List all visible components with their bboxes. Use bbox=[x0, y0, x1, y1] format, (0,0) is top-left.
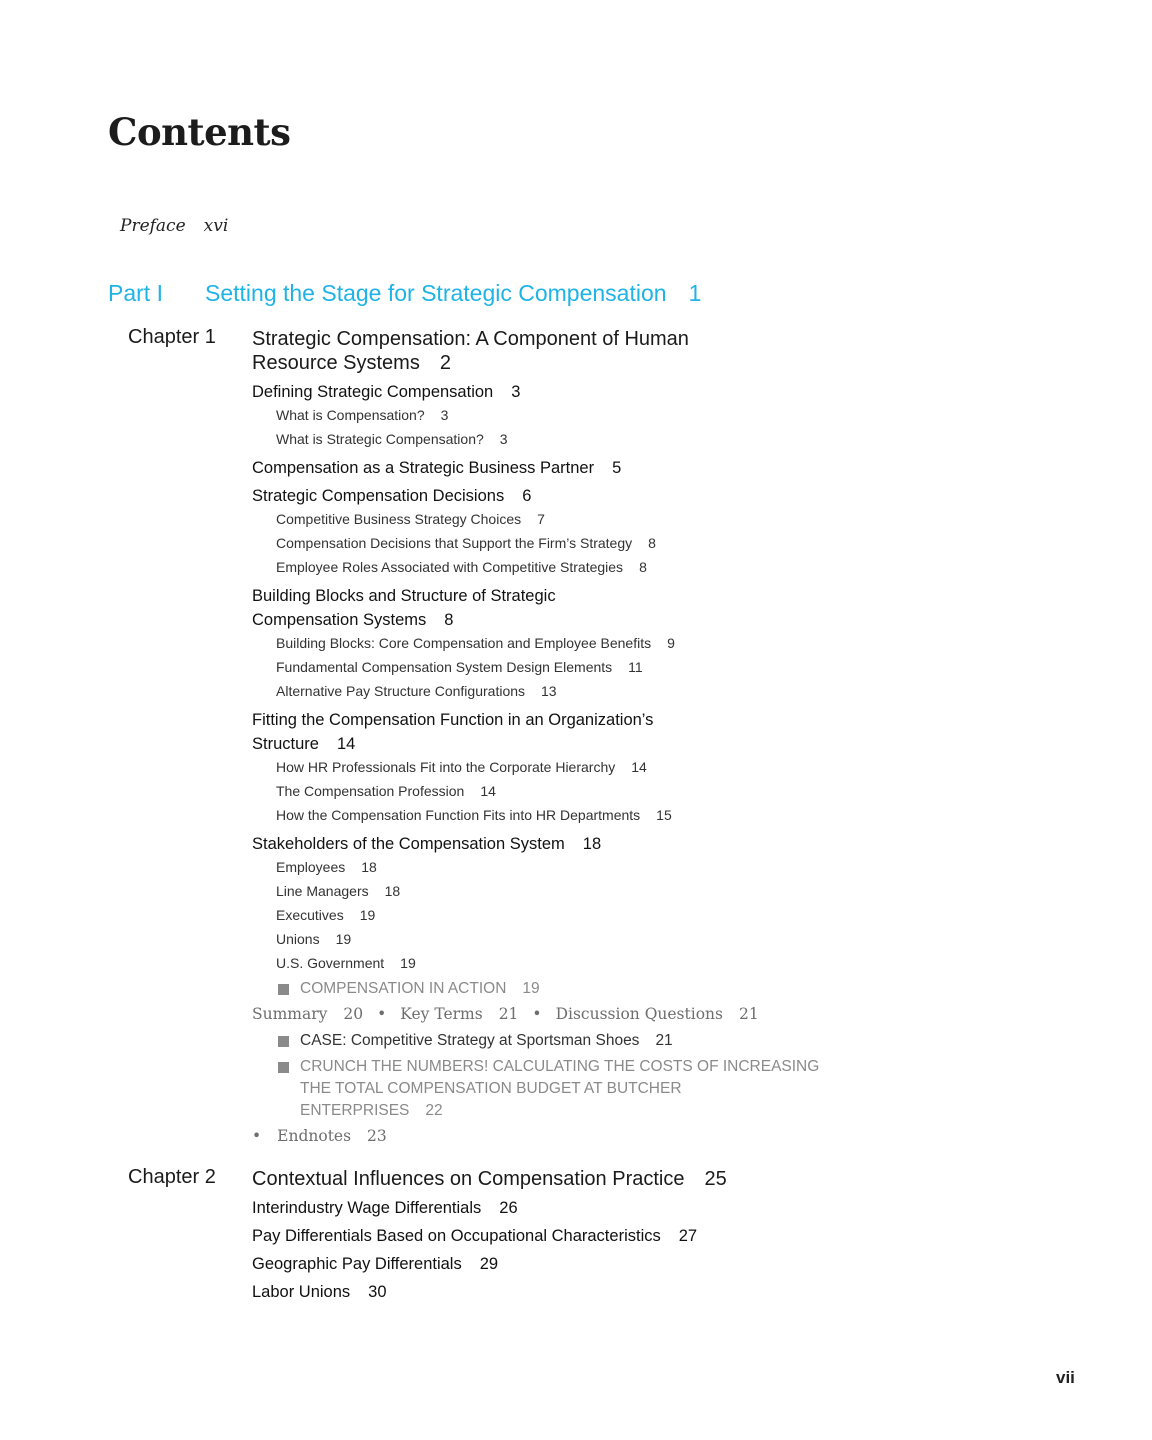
bullet-icon: • bbox=[252, 1127, 262, 1145]
square-bullet-icon bbox=[278, 1062, 289, 1073]
page-title: Contents bbox=[108, 110, 291, 154]
page-number: 3 bbox=[511, 383, 521, 401]
toc-subsection[interactable] bbox=[276, 955, 416, 971]
subsection-title: What is Strategic Compensation? bbox=[276, 431, 484, 447]
end-item-title[interactable]: Discussion Questions bbox=[555, 1005, 723, 1023]
toc-subsection[interactable] bbox=[276, 511, 545, 527]
end-item-title: Endnotes bbox=[277, 1127, 352, 1145]
page-number: 23 bbox=[367, 1127, 387, 1145]
toc-subsection[interactable] bbox=[276, 807, 672, 823]
toc-section[interactable] bbox=[252, 584, 556, 632]
toc-subsection[interactable] bbox=[276, 883, 400, 899]
toc-section[interactable] bbox=[252, 1196, 518, 1220]
page-number: 19 bbox=[359, 907, 376, 923]
section-title: Defining Strategic Compensation bbox=[252, 383, 494, 401]
end-item-title[interactable]: Summary bbox=[252, 1005, 328, 1023]
page-number: 25 bbox=[704, 1168, 727, 1190]
toc-subsection[interactable] bbox=[276, 659, 643, 675]
chapter-1-title[interactable] bbox=[252, 327, 689, 375]
section-title: Stakeholders of the Compensation System bbox=[252, 835, 565, 853]
end-item-title[interactable]: Key Terms bbox=[400, 1005, 483, 1023]
subsection-title: Competitive Business Strategy Choices bbox=[276, 511, 522, 527]
subsection-title: Employee Roles Associated with Competitive Strategies bbox=[276, 559, 624, 575]
toc-section[interactable] bbox=[252, 1224, 697, 1248]
toc-section[interactable] bbox=[252, 708, 653, 756]
toc-subsection[interactable] bbox=[276, 759, 647, 775]
feature-title: ENTERPRISES bbox=[300, 1102, 410, 1119]
page-number: 8 bbox=[648, 535, 656, 551]
page-number: 11 bbox=[628, 659, 643, 675]
toc-feature-case[interactable] bbox=[300, 1030, 820, 1052]
page-number: 9 bbox=[667, 635, 675, 651]
subsection-title: Unions bbox=[276, 931, 320, 947]
page-number: 5 bbox=[612, 459, 622, 477]
toc-subsection[interactable] bbox=[276, 559, 647, 575]
chapter-2-label: Chapter 2 bbox=[128, 1166, 216, 1188]
feature-title: THE TOTAL COMPENSATION BUDGET AT BUTCHER bbox=[300, 1080, 682, 1097]
page-number: 3 bbox=[499, 431, 508, 447]
toc-section[interactable] bbox=[252, 484, 531, 508]
subsection-title: Compensation Decisions that Support the Firm’s Strategy bbox=[276, 535, 633, 551]
toc-end-matter-row bbox=[252, 1005, 759, 1023]
square-bullet-icon bbox=[278, 984, 289, 995]
page-number: 20 bbox=[343, 1005, 364, 1023]
subsection-title: How the Compensation Function Fits into HR Departments bbox=[276, 807, 641, 823]
section-title: Geographic Pay Differentials bbox=[252, 1255, 462, 1273]
subsection-title: What is Compensation? bbox=[276, 407, 425, 423]
page-number: 1 bbox=[688, 280, 702, 306]
feature-title: COMPENSATION IN ACTION bbox=[300, 980, 507, 997]
feature-title: CRUNCH THE NUMBERS! CALCULATING THE COSTS OF INCREASING bbox=[300, 1058, 820, 1075]
page-number: 15 bbox=[656, 807, 672, 823]
part-title: Setting the Stage for Strategic Compensation bbox=[205, 280, 667, 306]
subsection-title: Line Managers bbox=[276, 883, 369, 899]
page-number: 18 bbox=[582, 835, 602, 853]
page-number: 14 bbox=[336, 735, 356, 753]
part-label: Part I bbox=[108, 280, 163, 306]
chapter-title-line: Strategic Compensation: A Component of Human bbox=[252, 328, 689, 350]
subsection-title: How HR Professionals Fit into the Corporate Hierarchy bbox=[276, 759, 616, 775]
toc-subsection[interactable] bbox=[276, 407, 448, 423]
subsection-title: Alternative Pay Structure Configurations bbox=[276, 683, 526, 699]
page-number: 6 bbox=[522, 487, 532, 505]
bullet-icon: • bbox=[377, 1005, 387, 1023]
page-number: 29 bbox=[479, 1255, 499, 1273]
preface-label: Preface bbox=[120, 216, 186, 236]
page-number: 19 bbox=[335, 931, 352, 947]
toc-section[interactable] bbox=[252, 1252, 498, 1276]
section-title: Building Blocks and Structure of Strategic bbox=[252, 587, 556, 605]
toc-subsection[interactable] bbox=[276, 635, 675, 651]
section-title: Compensation as a Strategic Business Partner bbox=[252, 459, 595, 477]
page-number: xvi bbox=[203, 216, 229, 236]
toc-endnotes[interactable] bbox=[252, 1127, 387, 1145]
page-number: 13 bbox=[541, 683, 557, 699]
page-number: 27 bbox=[678, 1227, 698, 1245]
toc-subsection[interactable] bbox=[276, 907, 375, 923]
chapter-title-line: Resource Systems bbox=[252, 352, 420, 374]
section-title: Fitting the Compensation Function in an Organization’s bbox=[252, 711, 654, 729]
page-number: 22 bbox=[425, 1102, 443, 1119]
page-number: 18 bbox=[384, 883, 401, 899]
subsection-title: Employees bbox=[276, 859, 346, 875]
chapter-title-line: Contextual Influences on Compensation Practice bbox=[252, 1168, 685, 1190]
toc-feature-in-action[interactable] bbox=[300, 978, 820, 1000]
subsection-title: Building Blocks: Core Compensation and Employee Benefits bbox=[276, 635, 652, 651]
subsection-title: Executives bbox=[276, 907, 344, 923]
toc-subsection[interactable] bbox=[276, 931, 351, 947]
toc-section[interactable] bbox=[252, 1280, 387, 1304]
toc-subsection[interactable] bbox=[276, 431, 508, 447]
page-number: 14 bbox=[480, 783, 496, 799]
page-number: 21 bbox=[738, 1005, 759, 1023]
page-number: 19 bbox=[400, 955, 416, 971]
page-number: 8 bbox=[639, 559, 647, 575]
page-number: 3 bbox=[440, 407, 449, 423]
page-number: 30 bbox=[368, 1283, 387, 1301]
section-title: Structure bbox=[252, 735, 319, 753]
chapter-1-label: Chapter 1 bbox=[128, 326, 216, 348]
page-number: 19 bbox=[522, 980, 540, 997]
toc-subsection[interactable] bbox=[276, 783, 496, 799]
toc-entry-preface[interactable] bbox=[120, 216, 228, 236]
toc-subsection[interactable] bbox=[276, 683, 557, 699]
page-folio: vii bbox=[1056, 1368, 1075, 1387]
toc-section[interactable] bbox=[252, 832, 601, 856]
bullet-icon: • bbox=[532, 1005, 542, 1023]
page-number: 21 bbox=[655, 1032, 673, 1049]
page-number: 26 bbox=[499, 1199, 518, 1217]
toc-feature-crunch[interactable] bbox=[300, 1056, 820, 1122]
toc-part-1[interactable] bbox=[108, 280, 701, 307]
subsection-title: Fundamental Compensation System Design Elements bbox=[276, 659, 613, 675]
page-number: 21 bbox=[498, 1005, 519, 1023]
toc-section[interactable] bbox=[252, 380, 520, 404]
section-title: Compensation Systems bbox=[252, 611, 427, 629]
section-title: Strategic Compensation Decisions bbox=[252, 487, 505, 505]
square-bullet-icon bbox=[278, 1036, 289, 1047]
subsection-title: The Compensation Profession bbox=[276, 783, 465, 799]
feature-title: CASE: Competitive Strategy at Sportsman Shoes bbox=[300, 1032, 640, 1049]
section-title: Labor Unions bbox=[252, 1283, 351, 1301]
page-number: 18 bbox=[361, 859, 377, 875]
page-number: 14 bbox=[631, 759, 647, 775]
page-number: 8 bbox=[444, 611, 454, 629]
toc-subsection[interactable] bbox=[276, 859, 377, 875]
page-number: 2 bbox=[439, 352, 451, 374]
section-title: Pay Differentials Based on Occupational Characteristics bbox=[252, 1227, 661, 1245]
chapter-2-title[interactable] bbox=[252, 1167, 727, 1191]
page-number: 7 bbox=[537, 511, 545, 527]
subsection-title: U.S. Government bbox=[276, 955, 385, 971]
toc-section[interactable] bbox=[252, 456, 621, 480]
toc-subsection[interactable] bbox=[276, 535, 656, 551]
section-title: Interindustry Wage Differentials bbox=[252, 1199, 482, 1217]
